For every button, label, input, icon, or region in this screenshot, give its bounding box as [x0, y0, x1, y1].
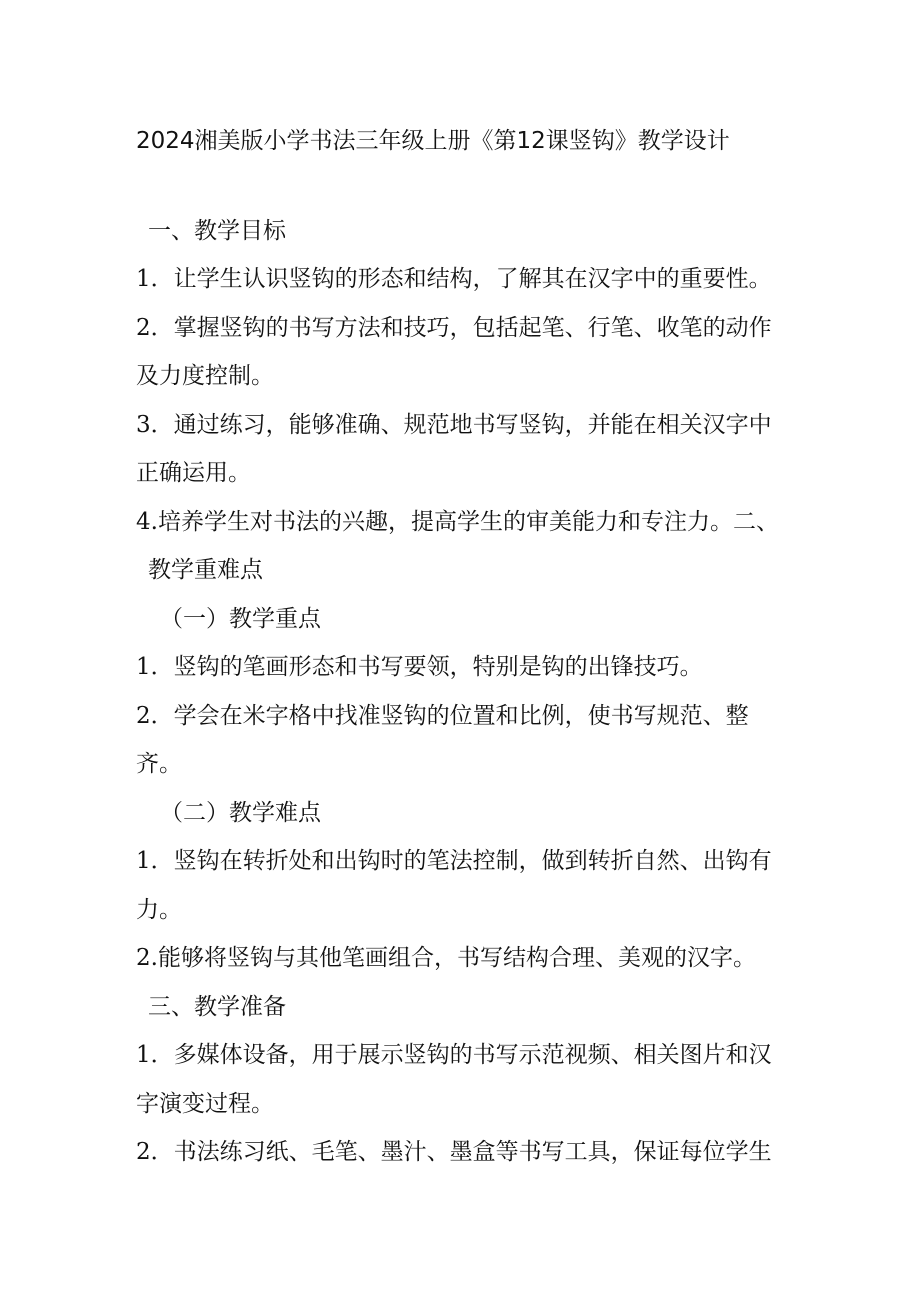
paragraph-line: 齐。 [136, 751, 182, 777]
paragraph-line: 正确运用。 [136, 460, 251, 486]
section-heading-objectives: 一、教学目标 [148, 218, 286, 244]
paragraph-line: 1．多媒体设备，用于展示竖钩的书写示范视频、相关图片和汉 [136, 1042, 772, 1068]
section-heading-preparation: 三、教学准备 [148, 994, 286, 1020]
paragraph-line: 2．学会在米字格中找准竖钩的位置和比例，使书写规范、整 [136, 703, 749, 729]
paragraph-line: 1．竖钩在转折处和出钩时的笔法控制，做到转折自然、出钩有 [136, 848, 772, 874]
paragraph-line: 2．书法练习纸、毛笔、墨汁、墨盒等书写工具，保证每位学生 [136, 1139, 772, 1165]
paragraph-line: 1．让学生认识竖钩的形态和结构，了解其在汉字中的重要性。 [136, 266, 772, 292]
paragraph-line: 1．竖钩的笔画形态和书写要领，特别是钩的出锋技巧。 [136, 654, 703, 680]
paragraph-line: 4.培养学生对书法的兴趣，提高学生的审美能力和专注力。二、 [136, 509, 779, 535]
paragraph-line: 字演变过程。 [136, 1091, 274, 1117]
section-heading-key-points: 教学重难点 [148, 557, 263, 583]
paragraph-line: 2.能够将竖钩与其他笔画组合，书写结构合理、美观的汉字。 [136, 945, 756, 971]
paragraph-line: 3．通过练习，能够准确、规范地书写竖钩，并能在相关汉字中 [136, 412, 772, 438]
document-title: 2024湘美版小学书法三年级上册《第12课竖钩》教学设计 [136, 128, 730, 154]
subheading-key-points: （一）教学重点 [160, 606, 321, 632]
paragraph-line: 及力度控制。 [136, 363, 274, 389]
paragraph-line: 力。 [136, 897, 182, 923]
subheading-difficulties: （二）教学难点 [160, 800, 321, 826]
paragraph-line: 2．掌握竖钩的书写方法和技巧，包括起笔、行笔、收笔的动作 [136, 315, 772, 341]
